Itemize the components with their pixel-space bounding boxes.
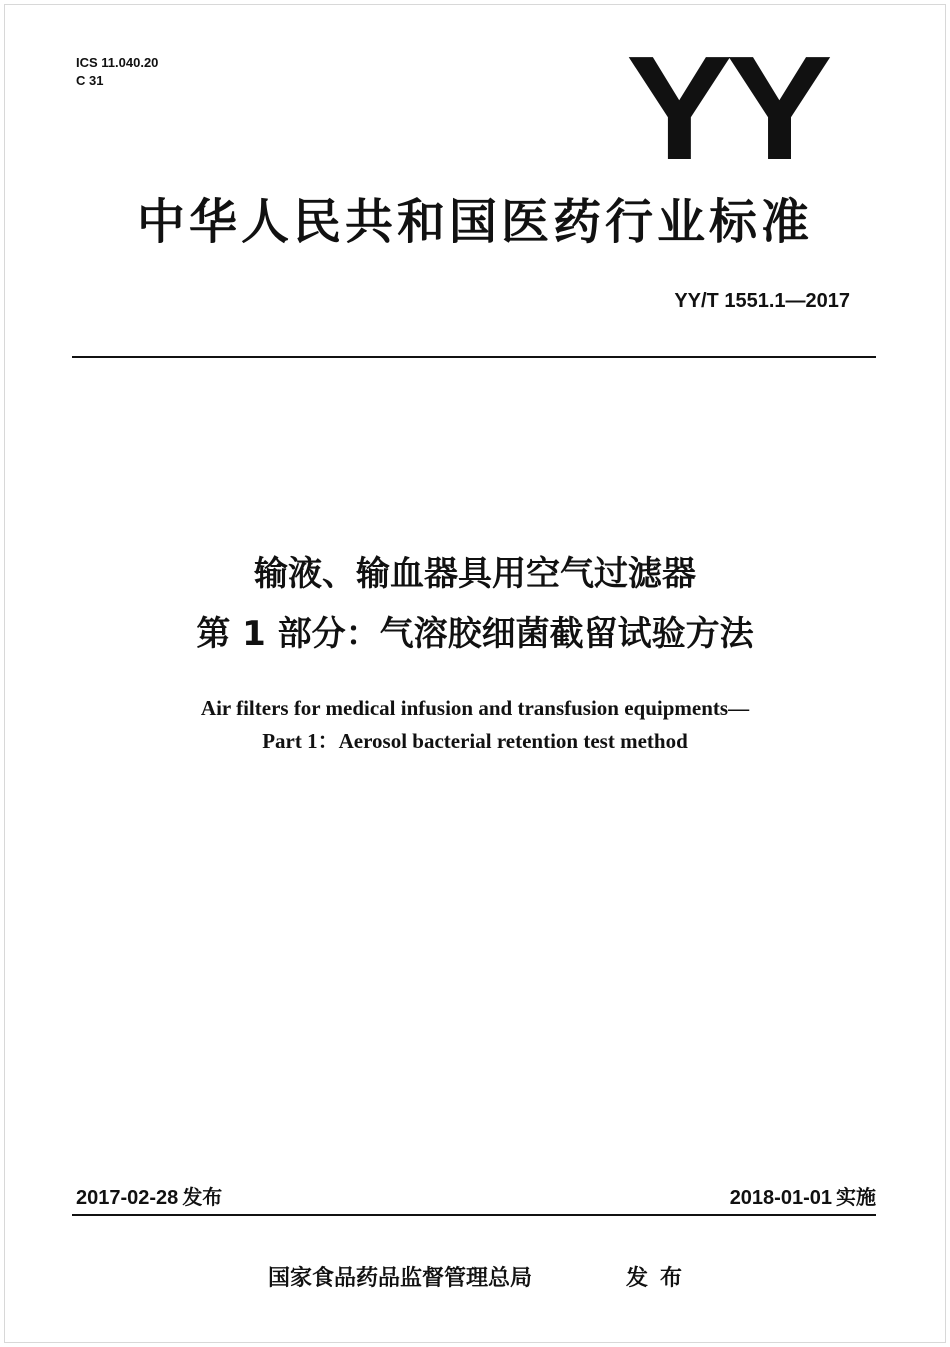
ccs-code: C 31 — [76, 73, 104, 88]
top-divider — [72, 356, 876, 358]
standard-logo: YY — [626, 26, 827, 191]
issuing-authority: 国家食品药品监督管理总局 — [268, 1266, 533, 1291]
issue-date: 2017-02-28 — [76, 1187, 179, 1209]
bottom-divider — [72, 1214, 876, 1216]
title-chinese-line-2: 第 1 部分：气溶胶细菌截留试验方法 — [196, 614, 754, 654]
issuer-action-label: 发布 — [626, 1266, 695, 1291]
issue-label: 发布 — [182, 1185, 223, 1209]
title-chinese-line-1: 输液、输血器具用空气过滤器 — [254, 554, 696, 594]
title-english-line-1: Air filters for medical infusion and transfusion equipments— — [200, 696, 750, 720]
implementation-label: 实施 — [836, 1185, 876, 1209]
ics-code: ICS 11.040.20 — [76, 55, 159, 70]
issue-date-block — [76, 1184, 222, 1211]
industry-standard-title: 中华人民共和国医药行业标准 — [136, 194, 813, 250]
classification-codes — [76, 54, 158, 90]
title-english-line-2: Part 1：Aerosol bacterial retention test method — [262, 729, 688, 753]
implementation-date: 2018-01-01 — [729, 1187, 832, 1209]
implementation-date-block — [730, 1184, 876, 1211]
standard-number: YY/T 1551.1—2017 — [674, 290, 850, 312]
